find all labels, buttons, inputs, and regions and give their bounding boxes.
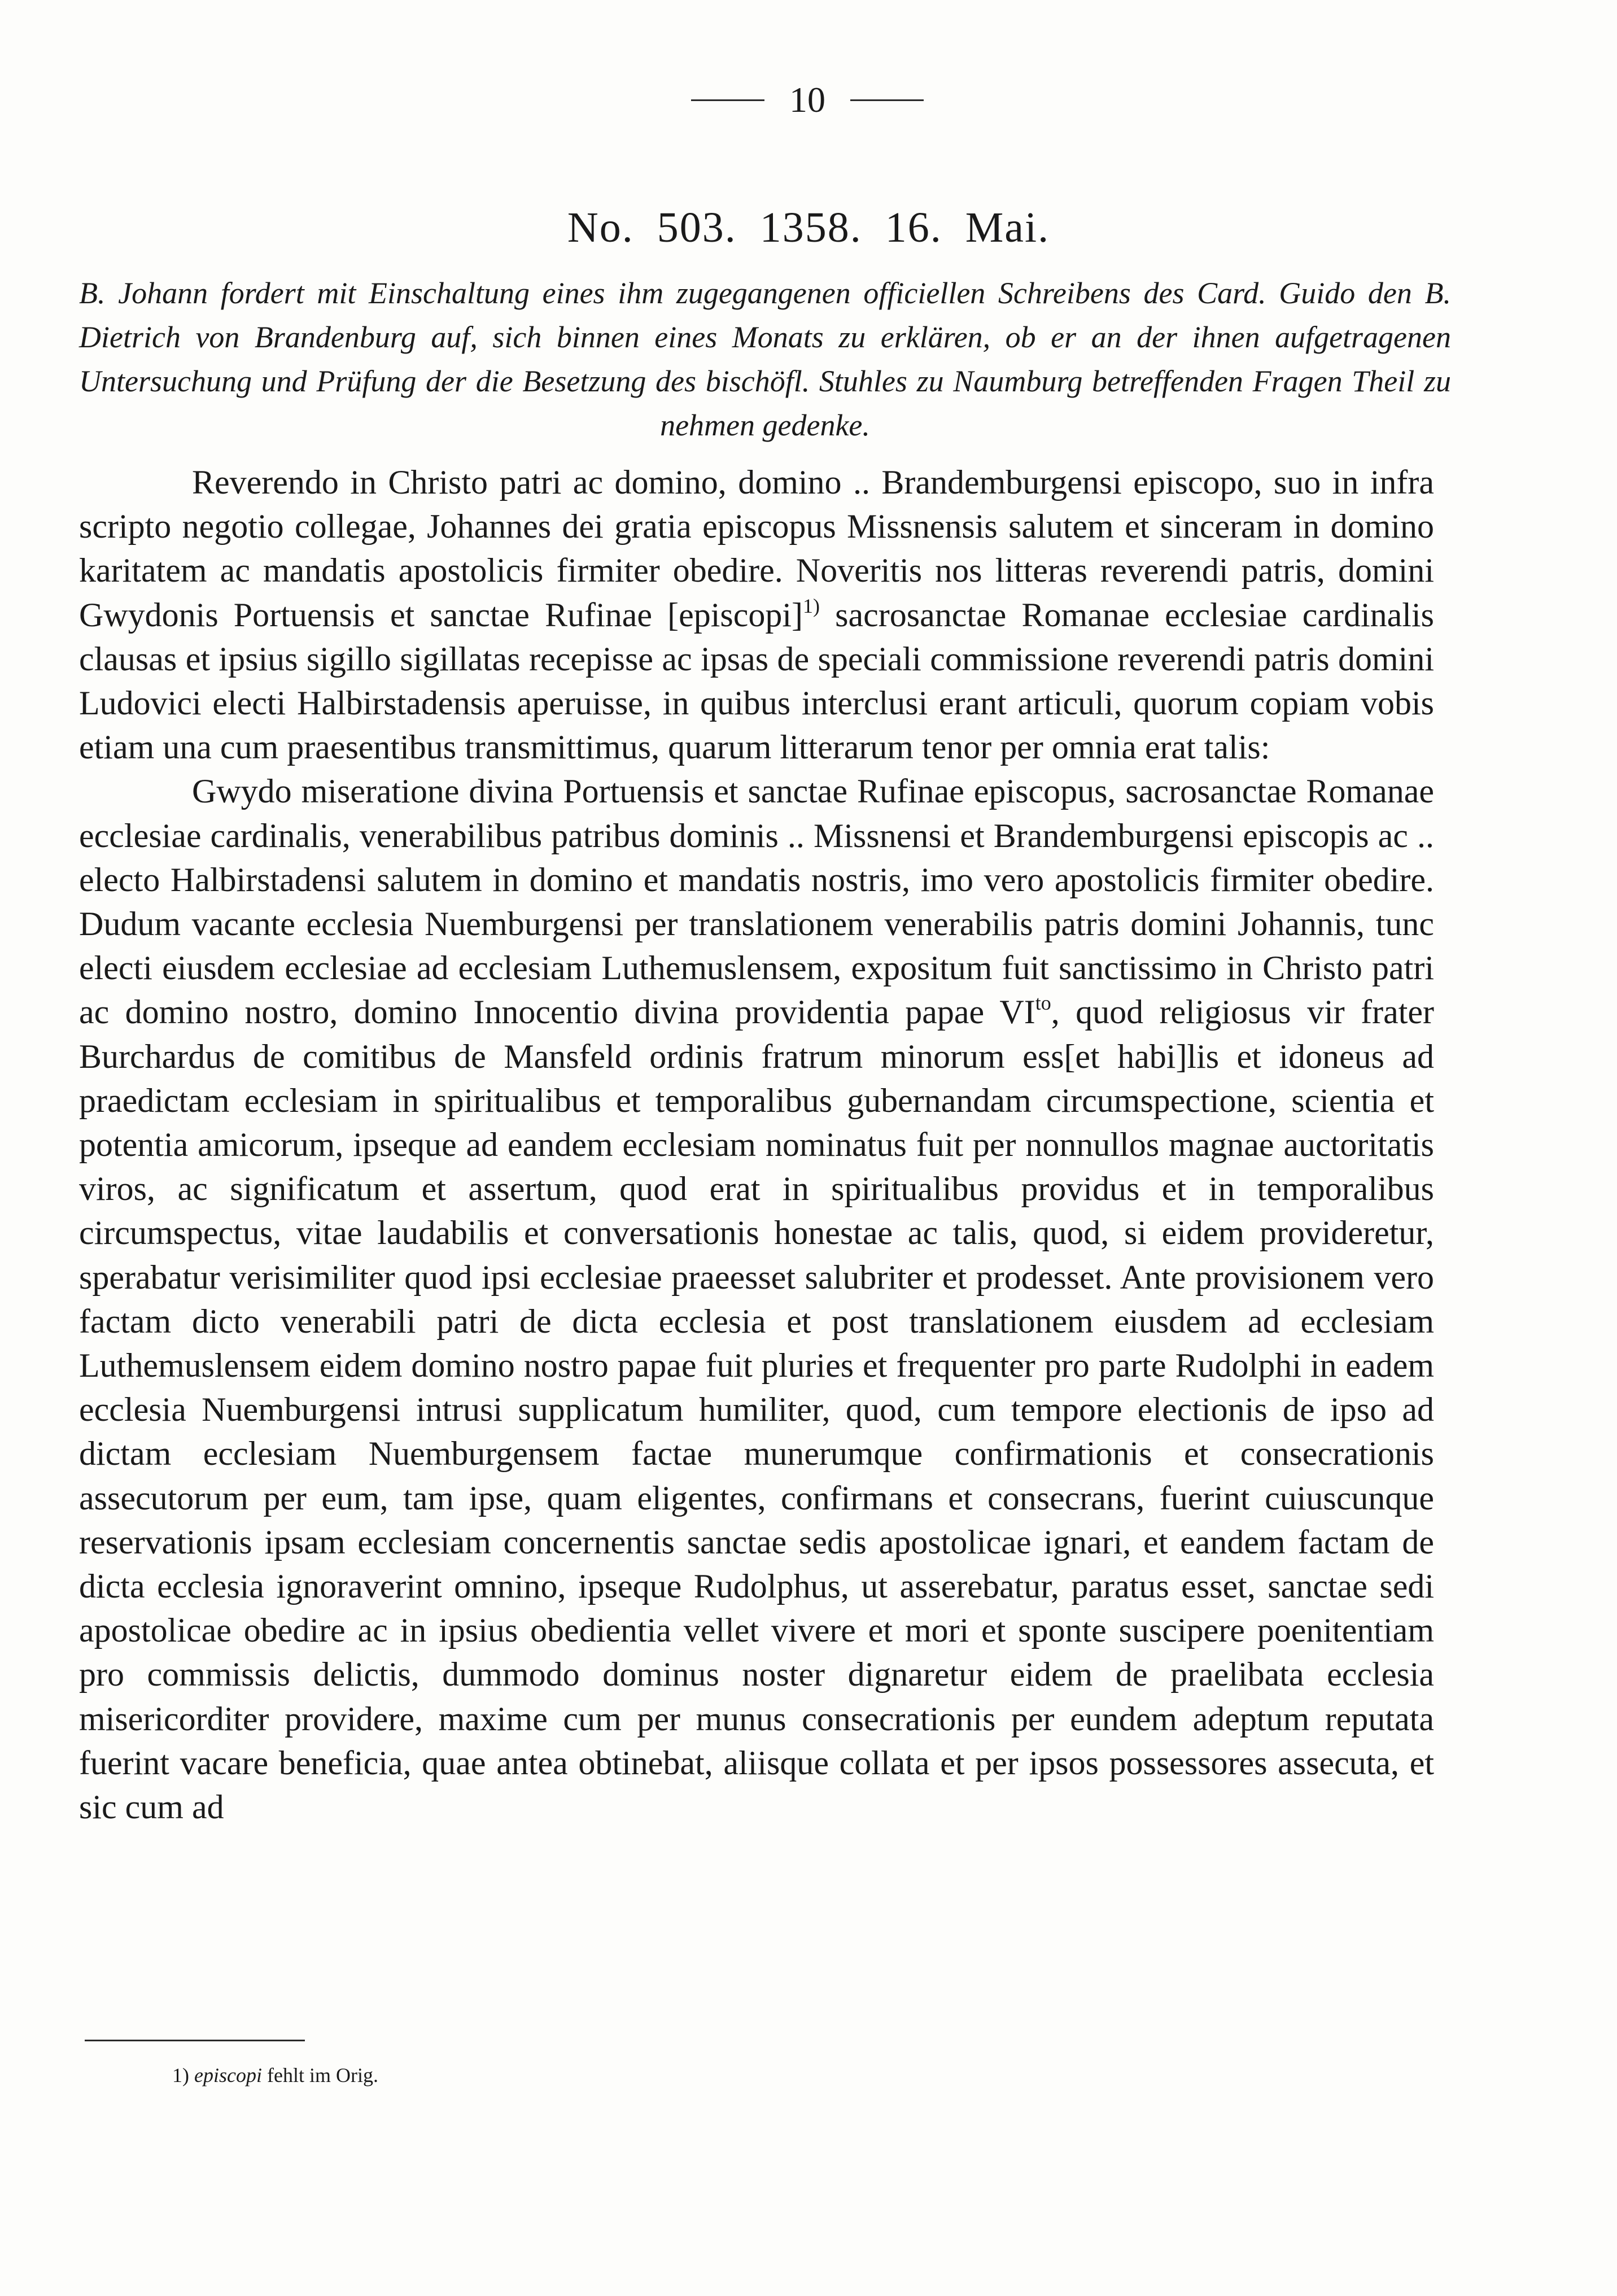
paragraph-1-text-a: Reverendo in Christo patri ac domino, domino .. Brandemburgensi episcopo, suo in infra scripto negotio collegae, Johannes dei gratia episcopus Missnensis salutem et sinceram in domino karitatem ac mandatis apostolicis firmiter obedire. Noveritis nos litteras reverendi patris, domini Gwydonis Portuensis et sanctae Rufinae [episcopi] xyxy=(79,464,1434,634)
document-title: No. 503. 1358. 16. Mai. xyxy=(567,204,1050,251)
document-body xyxy=(79,460,1434,1829)
paragraph-inserted-letter xyxy=(79,769,1434,1829)
header-dash-left xyxy=(691,99,764,101)
paragraph-2-text-b: , quod religiosus vir frater Burchardus de comitibus de Mansfeld ordinis fratrum minorum ess[et habi]lis et idoneus ad praedictam ecclesiam in spiritualibus et temporalibus gubernandam circumspectione, scientia et potentia amicorum, ipseque ad eandem ecclesiam nominatus fuit per nonnullos magnae auctoritatis viros, ac significatum et assertum, quod erat in spiritualibus providus et in temporalibus circumspectus, vitae laudabilis et conversationis honestae ac talis, quod, si eidem provideretur, sperabatur verisimiliter quod ipsi ecclesiae praeesset salubriter et prodesset. Ante provisionem vero factam dicto venerabili patri de dicta ecclesia et post translationem eiusdem ad ecclesiam Luthemuslensem eidem domino nostro papae fuit pluries et frequenter pro parte Rudolphi in eadem ecclesia Nuemburgensi intrusi supplicatum humiliter, quod, cum tempore electionis de ipso ad dictam ecclesiam Nuemburgensem factae munerumque confirmationis et consecrationis assecutorum per eum, tam ipse, quam eligentes, confirmans et consecrans, fuerint cuiuscunque reservationis ipsam ecclesiam concernentis sanctae sedis apostolicae ignari, et eandem factam de dicta ecclesia ignoraverint omnino, ipseque Rudolphus, ut asserebatur, paratus esset, sanctae sedi apostolicae obedire ac in ipsius obedientia vellet vivere et mori et sponte suscipere poenitentiam pro commissis delictis, dummodo dominus noster dignaretur eidem de praelibata ecclesia misericorditer providere, maxime cum per munus consecrationis per eundem adeptum reputata fuerint vacare beneficia, quae antea obtinebat, aliisque collata et per ipsos possessores assecuta, et sic cum ad xyxy=(79,993,1434,1826)
paragraph-1-text-b: sacrosanctae Romanae ecclesiae cardinalis clausas et ipsius sigillo sigillatas recepisse ac ipsas de speciali commissione reverendi patris domini Ludovici electi Halbirstadensis aperuisse, in quibus interclusi erant articuli, quorum copiam vobis etiam una cum praesentibus transmittimus, quarum litterarum tenor per omnia erat talis: xyxy=(79,596,1434,766)
footnote-word: episcopi xyxy=(194,2064,262,2087)
header-dash-right xyxy=(850,99,924,101)
footnote-divider xyxy=(85,2040,305,2041)
footnote-text: fehlt im Orig. xyxy=(261,2064,378,2087)
document-summary: B. Johann fordert mit Einschaltung eines ihm zugegangenen officiellen Schreibens des Card. Guido den B. Dietrich von Brandenburg auf, sich binnen eines Monats zu erklären, ob er an der ihnen aufgetragenen Untersuchung und Prüfung der die Besetzung des bischöfl. Stuhles zu Naumburg betreffenden Fragen Theil zu nehmen gedenke. xyxy=(79,276,1451,442)
footnote-reference: 1) xyxy=(803,594,820,617)
footnote xyxy=(172,2063,378,2087)
page-header xyxy=(610,79,1005,121)
paragraph-letter-intro xyxy=(79,460,1434,769)
footnote-mark: 1) xyxy=(172,2064,189,2087)
page-number: 10 xyxy=(789,80,825,120)
paragraph-2-text-a: Gwydo miseratione divina Portuensis et sanctae Rufinae episcopus, sacrosanctae Romanae ecclesiae cardinalis, venerabilibus patribus dominis .. Missnensi et Brandemburgensi episcopis ac .. electo Halbirstadensi salutem in domino et mandatis nostris, imo vero apostolicis firmiter obedire. Dudum vacante ecclesia Nuemburgensi per translationem venerabilis patris domini Johannis, tunc electi eiusdem ecclesiae ad ecclesiam Luthemuslensem, expositum fuit sanctissimo in Christo patri ac domino nostro, domino Innocentio divina providentia papae VI xyxy=(79,772,1434,1031)
superscript-abbrev: to xyxy=(1035,992,1051,1015)
